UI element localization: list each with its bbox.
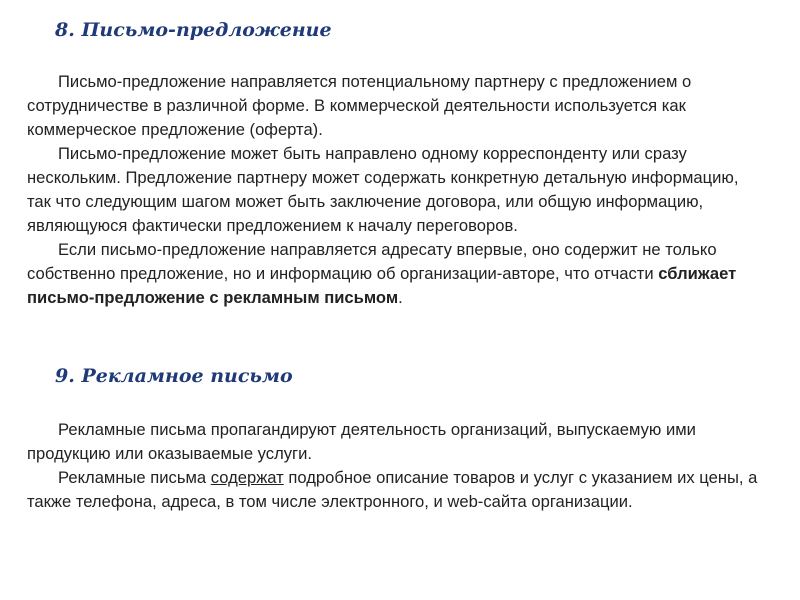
section-8-paragraph-1: Письмо-предложение направляется потенциальному партнеру с предложением о сотрудничестве в различной форме. В коммерческой деятельности используется как коммерческое предложение (оферта). — [27, 72, 692, 139]
section-8-paragraph-3-bold: сближает письмо-предложение с рекламным письмом — [27, 264, 737, 307]
section-9-body — [27, 418, 762, 514]
section-9-paragraph-1: Рекламные письма пропагандируют деятельность организаций, выпускаемую ими продукцию или оказываемые услуги. — [27, 420, 696, 463]
section-9-paragraph-2-end: подробное описание товаров и услуг с указанием их цены, а также телефона, адреса, в том числе электронного, и web-сайта организации. — [27, 468, 758, 511]
section-8-paragraph-3 — [27, 238, 762, 310]
section-9-paragraph-2-underlined: содержат — [210, 468, 284, 487]
section-9-paragraph-2 — [27, 466, 762, 514]
section-8-paragraph-2: Письмо-предложение может быть направлено одному корреспонденту или сразу нескольким. Предложение партнеру может содержать конкретную детальную информацию, так что следующим шагом может быть заключение договора, или общую информацию, являющуюся фактически предложением к началу переговоров. — [27, 144, 739, 235]
section-8-paragraph-3-end: . — [398, 288, 403, 307]
section-8-body — [27, 70, 762, 310]
section-8-heading: 8. Письмо-предложение — [55, 19, 332, 41]
section-9-paragraph-2-text: Рекламные письма — [58, 468, 211, 487]
section-9-heading: 9. Рекламное письмо — [55, 365, 293, 387]
section-8-paragraph-3-text: Если письмо-предложение направляется адресату впервые, оно содержит не только собственно предложение, но и информацию об организации-авторе, что отчасти — [27, 240, 717, 283]
